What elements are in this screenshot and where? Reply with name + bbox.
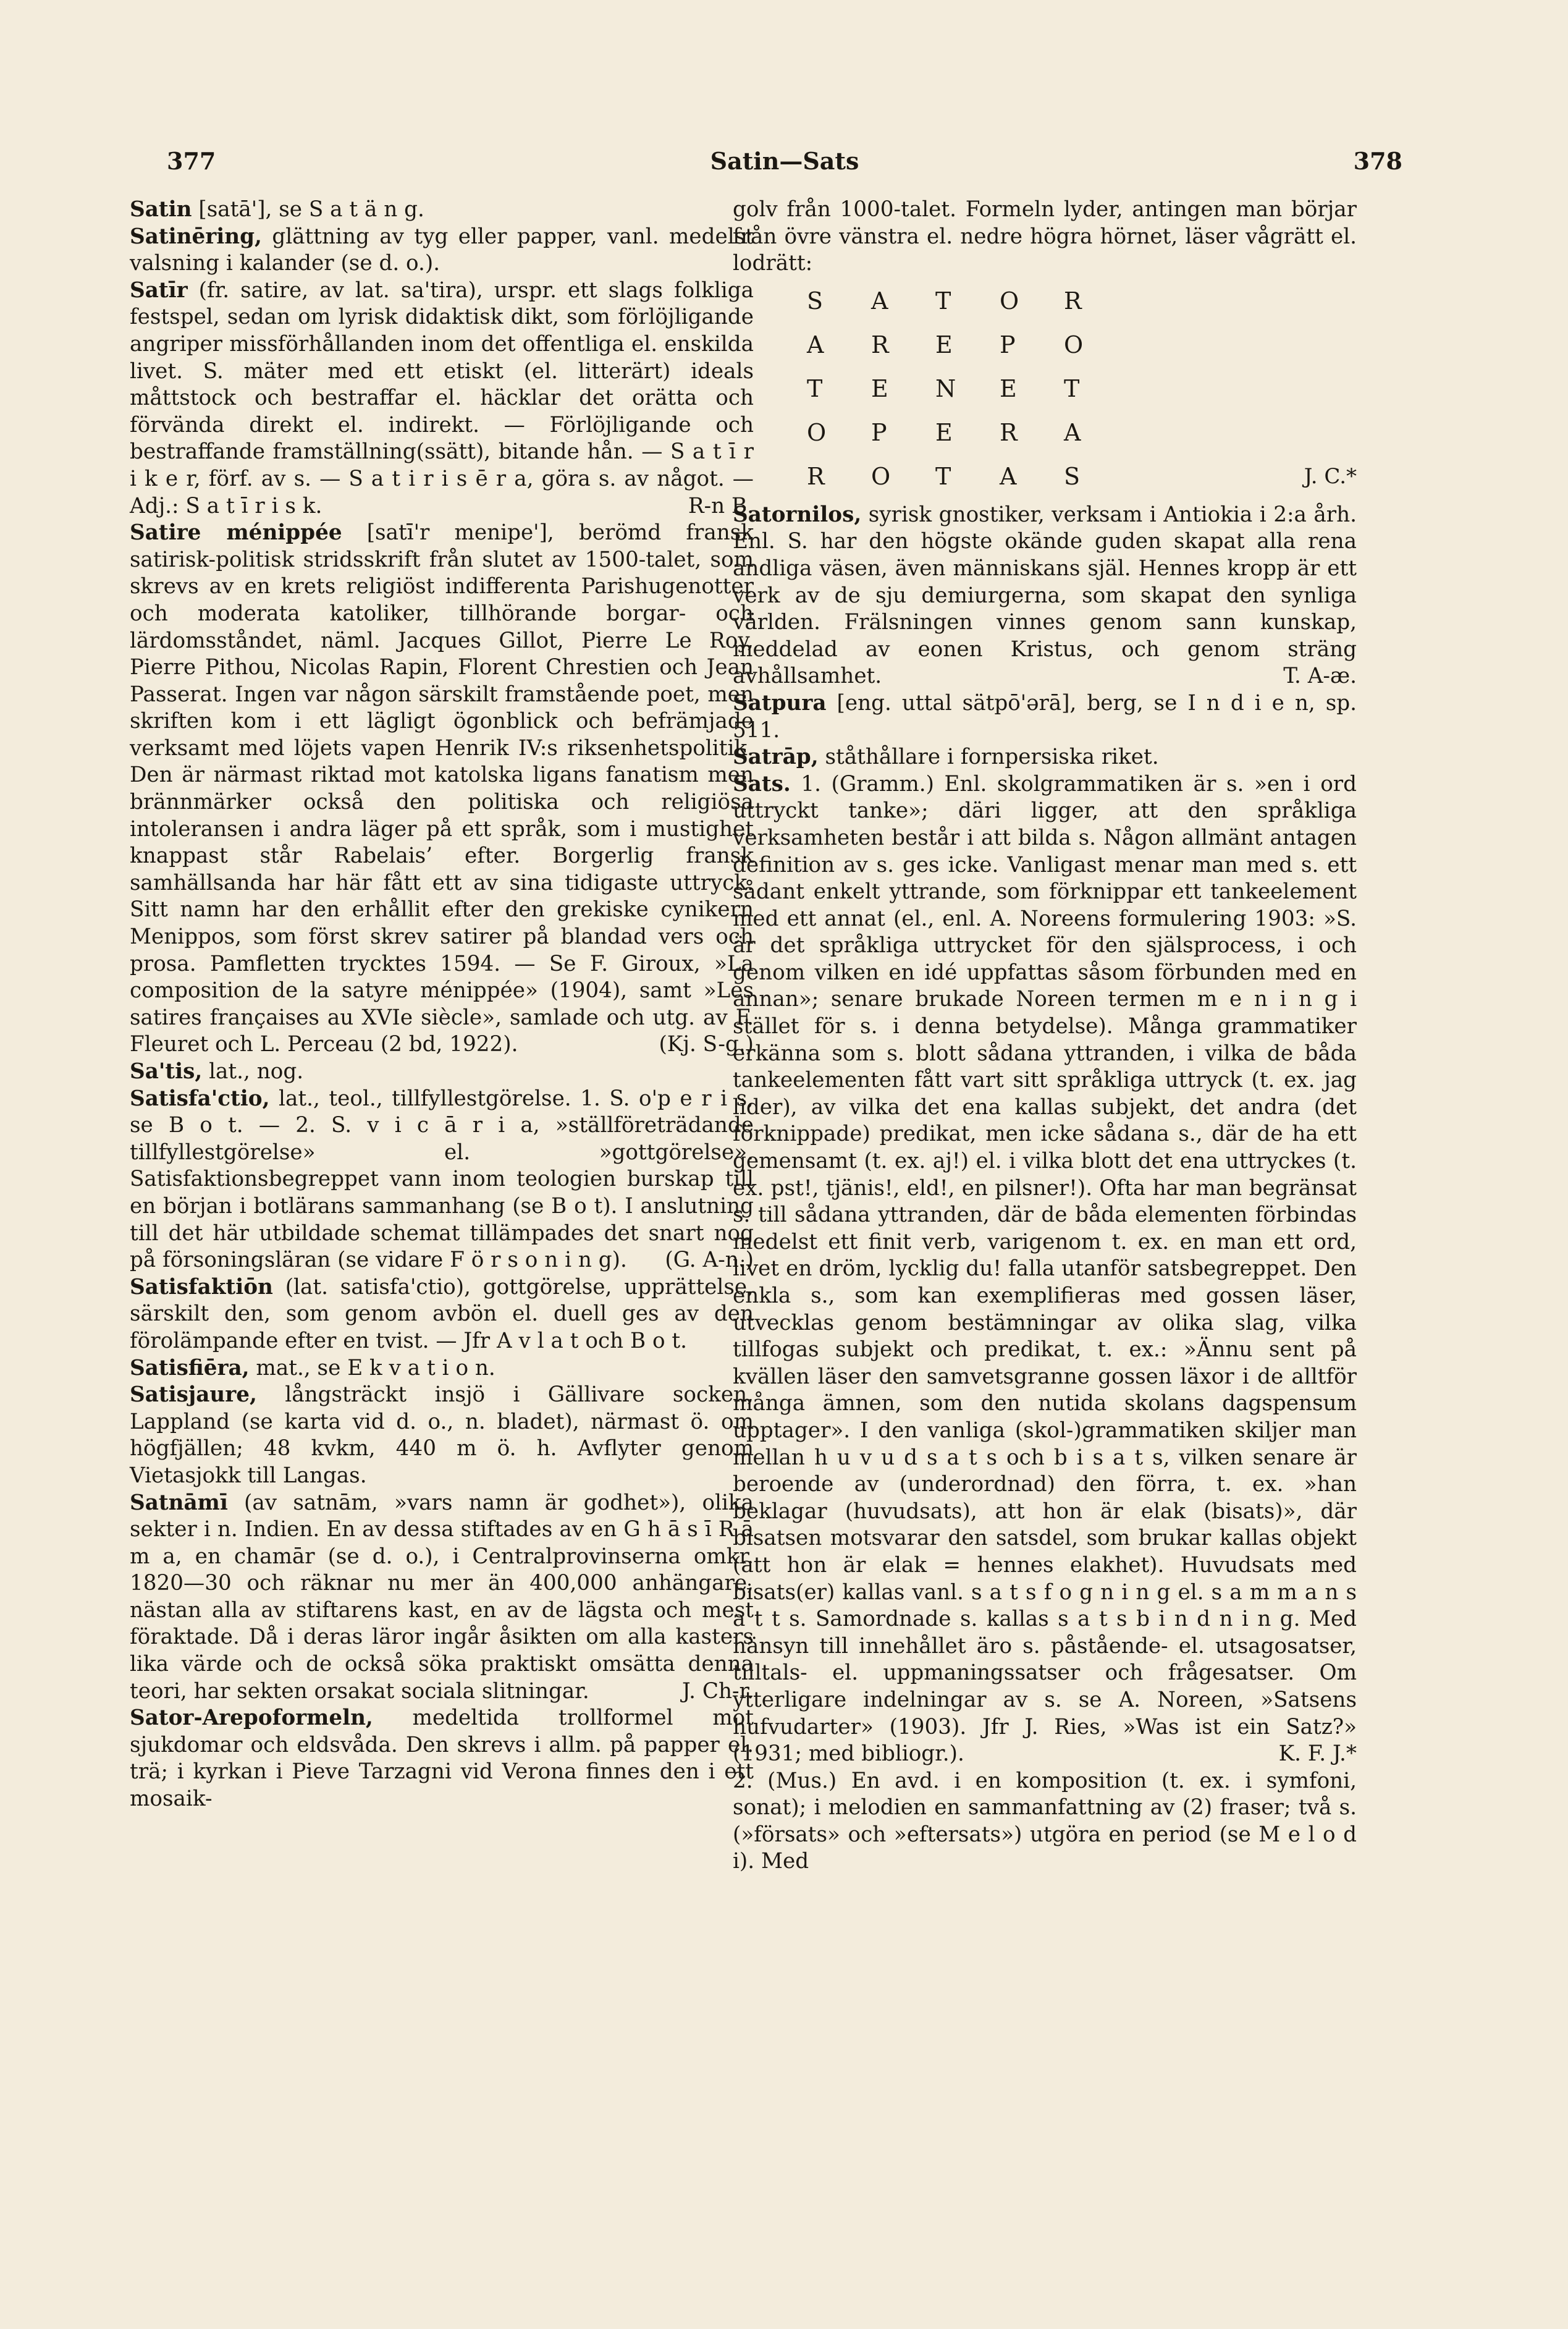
headword: Sa'tis,: [130, 1059, 203, 1084]
entry-satisjaure: [130, 1382, 754, 1489]
right-column: [733, 197, 1357, 1875]
entry-text: 2. (Mus.) En avd. i en komposition (t. ex. i symfoni, sonat); i melodien en sammanfattning av (2) fraser; två s. (»försats» och »eftersats») utgöra en period (se M e l o d i). Med: [733, 1768, 1357, 1874]
entry-satir: [130, 277, 754, 520]
sator-letter: R: [1000, 419, 1018, 447]
sator-letter: R: [1064, 287, 1082, 315]
entry-satornilos: [733, 502, 1357, 690]
page-number-left: 377: [167, 147, 216, 175]
entry-satisfactio: [130, 1086, 754, 1274]
headword: Satin: [130, 197, 192, 222]
sator-row: [807, 455, 1357, 499]
entry-text: syrisk gnostiker, verksam i Antiokia i 2:a årh. Enl. S. har den högste okände guden skapat alla rena andliga väsen, även människans själ. Hennes kropp är ett verk av de sju demiurgerna, som skapat den synliga världen. Frälsningen vinnes genom sann kunskap, meddelad av eonen Kristus, och genom sträng avhållsamhet.: [733, 502, 1357, 689]
entry-satin: [130, 197, 754, 224]
headword: Satinēring,: [130, 224, 262, 249]
sator-letter: O: [871, 463, 891, 491]
headword: Satpura: [733, 690, 827, 716]
sator-letter: A: [1064, 419, 1081, 447]
entry-text: glättning av tyg eller papper, vanl. medelst valsning i kalander (se d. o.).: [130, 224, 754, 276]
entry-text: (av satnām, »vars namn är godhet»), olika sekter i n. Indien. En av dessa stiftades av en G h ā s ī R ā m a, en chamār (se d. o.), i Centralprovinserna omkr. 1820—30 och räknar nu mer än 400,000 anhängare, nästan alla av stiftarens kast, en av de lägsta och mest föraktade. Då i deras läror ingår åsikten om alla kasters lika värde och de också söka praktiskt omsätta denna teori, har sekten orsakat sociala slitningar.: [130, 1490, 754, 1704]
entry-text: lat., teol., tillfyllestgörelse. 1. S. o'p e r i s, se B o t. — 2. S. v i c ā r i a, »ställföreträdande tillfyllestgörelse» el. »gottgörelse». Satisfaktionsbegreppet vann inom teologien burskap till en början i botlärans sammanhang (se B o t). I anslutning till det här utbildade schemat tillämpades det snart nog på försoningsläran (se vidare F ö r s o n i n g).: [130, 1086, 754, 1273]
sator-letter: E: [871, 375, 888, 403]
left-column: [130, 197, 754, 1813]
entry-text: medeltida trollformel mot sjukdomar och eldsvåda. Den skrevs i allm. på papper el. trä; i kyrkan i Pieve Tarzagni vid Verona finnes den i ett mosaik-: [130, 1706, 754, 1812]
sator-letter: O: [1064, 331, 1084, 359]
headword: Satire ménippée: [130, 520, 342, 546]
author-signature: J. C.*: [1304, 464, 1357, 489]
running-title: Satin—Sats: [710, 147, 859, 175]
sator-letter: P: [1000, 331, 1016, 359]
sator-row: [807, 280, 1357, 324]
sator-row: [807, 412, 1357, 455]
author-signature: (G. A-n.): [665, 1248, 754, 1273]
entry-sats-mus: [733, 1768, 1357, 1875]
entry-satrap: [733, 744, 1357, 771]
author-signature: T. A-æ.: [1283, 664, 1357, 689]
sator-row: [807, 368, 1357, 412]
headword: Satisfa'ctio,: [130, 1086, 270, 1111]
entry-text: (lat. satisfa'ctio), gottgörelse, upprättelse, särskilt den, som genom avbön el. duell ges av den förolämpande efter en tvist. — Jfr A v l a t och B o t.: [130, 1274, 754, 1353]
sator-letter: A: [871, 287, 888, 315]
sator-letter: E: [935, 419, 953, 447]
sator-letter: S: [1064, 463, 1081, 491]
sator-letter: T: [935, 463, 951, 491]
entry-sats: [733, 771, 1357, 1768]
entry-satisfaktion: [130, 1274, 754, 1355]
sator-letter: T: [935, 287, 951, 315]
entry-satnami: [130, 1490, 754, 1706]
entry-text: lat., nog.: [202, 1059, 304, 1084]
entry-satpura: [733, 690, 1357, 744]
entry-text: ståthållare i fornpersiska riket.: [818, 745, 1159, 770]
headword: Sator-Arepoformeln,: [130, 1706, 373, 1731]
sator-letter: E: [935, 331, 953, 359]
headword: Satīr: [130, 277, 188, 303]
sator-letter: P: [871, 419, 887, 447]
headword: Satisjaure,: [130, 1382, 257, 1408]
author-signature: K. F. J.*: [1278, 1741, 1357, 1767]
sator-square: [807, 280, 1357, 499]
sator-letter: T: [1064, 375, 1080, 403]
sator-letter: S: [807, 287, 824, 315]
entry-satisfiera: [130, 1355, 754, 1382]
entry-text: mat., se E k v a t i o n.: [249, 1355, 495, 1380]
author-signature: J. Ch-r.: [682, 1678, 754, 1704]
headword: Satisfaktiōn: [130, 1274, 273, 1300]
sator-letter: N: [935, 375, 956, 403]
author-signature: (Kj. S-g.): [659, 1032, 754, 1057]
headword: Satornilos,: [733, 502, 862, 527]
sator-letter: R: [807, 463, 825, 491]
entry-text: [satā'], se S a t ä n g.: [192, 197, 424, 222]
sator-row: [807, 324, 1357, 368]
entry-text: långsträckt insjö i Gällivare socken, Lappland (se karta vid d. o., n. bladet), närmast ö. om högfjällen; 48 kvkm, 440 m ö. h. Avflyter genom Vietasjokk till Langas.: [130, 1382, 754, 1488]
entry-satinering: [130, 224, 754, 277]
sator-letter: O: [807, 419, 827, 447]
entry-sator-arepoformeln: [130, 1705, 754, 1812]
page-number-right: 378: [1353, 147, 1402, 175]
headword: Sats.: [733, 771, 791, 797]
sator-letter: T: [807, 375, 823, 403]
entry-text: (fr. satire, av lat. sa'tira), urspr. ett slags folkliga festspel, sedan om lyrisk didaktisk dikt, som förlöjligande angriper missförhållanden inom det offentliga el. enskilda livet. S. mäter med ett etiskt (el. litterärt) ideals måttstock och bestraffar el. häcklar det orätta och förvända direkt el. indirekt. — Förlöjligande och bestraffande framställning(ssätt), bitande hån. — S a t ī r i k e r, förf. av s. — S a t i r i s ē r a, göra s. av något. — Adj.: S a t ī r i s k.: [130, 277, 754, 518]
headword: Satrāp,: [733, 745, 819, 770]
entry-text: [satī'r menipe'], berömd fransk satirisk-politisk stridsskrift från slutet av 1500-talet, som skrevs av en krets religiöst indifferenta Parishugenotter och moderata katoliker, tillhörande borgar- och lärdomsståndet, näml. Jacques Gillot, Pierre Le Roy, Pierre Pithou, Nicolas Rapin, Florent Chrestien och Jean Passerat. Ingen var någon särskilt framstående poet, men skriften kom i ett lägligt ögonblick och befrämjade verksamt med löjets vapen Henrik IV:s riksenhetspolitik. Den är närmast riktad mot katolska ligans fanatism men brännmärker också den politiska och religiösa intoleransen i andra läger på ett språk, som i mustighet knappast står Rabelais’ efter. Borgerlig fransk samhällsanda har här fått ett av sina tidigaste uttryck. Sitt namn har den erhållit efter den grekiske cynikern Menippos, som först skrev satirer på blandad vers och prosa. Pamfletten trycktes 1594. — Se F. Giroux, »La composition de la satyre ménippée» (1904), samt »Les satires françaises au XVIe siècle», samlade och utg. av F. Fleuret och L. Perceau (2 bd, 1922).: [130, 520, 754, 1057]
headword: Satnāmī: [130, 1490, 228, 1515]
entry-satire-menippee: [130, 520, 754, 1059]
entry-text: [eng. uttal sätpō'ərā], berg, se I n d i e n, sp. 511.: [733, 690, 1357, 743]
entry-text: 1. (Gramm.) Enl. skolgrammatiken är s. »en i ord uttryckt tanke»; däri ligger, att den språkliga verksamheten består i att bilda s. Någon allmänt antagen definition av s. ges icke. Vanligast menar man med s. ett sådant enkelt yttrande, som förknippar ett tankeelement med ett annat (el., enl. A. Noreens formulering 1903: »S. är det språkliga uttrycket för den själsprocess, i och genom vilken en idé uppfattas såsom förbunden med en annan»; senare brukade Noreen termen m e n i n g i stället för s. i denna betydelse). Många grammatiker erkänna som s. blott sådana yttranden, i vilka de båda tankeelementen fått vart sitt språkliga uttryck (t. ex. jag lider), av vilka det ena kallas subjekt, det andra (det förknippade) predikat, men icke sådana s., där de ha ett gemensamt (t. ex. aj!) el. i vilka blott det ena uttryckes (t. ex. pst!, tjänis!, eld!, en pilsner!). Ofta har man begränsat s. till sådana yttranden, där de båda elementen förbindas medelst ett finit verb, varigenom t. ex. en man ett ord, livet en dröm, lycklig du! falla utanför satsbegreppet. Den enkla s., som kan exemplifieras med gossen läser, utvecklas genom bestämningar av olika slag, vilka tillfogas subjekt och predikat, t. ex.: »Ännu sent på kvällen läser den samvetsgranne gossen läxor i de alltför många ämnen, som den nutida skolans dagspensum upptager». I den vanliga (skol-)grammatiken skiljer man mellan h u v u d s a t s och b i s a t s, vilken senare är beroende av (underordnad) den förra, t. ex. »han beklagar (huvudsats), att hon är elak (bisats)», där bisatsen motsvarar den satsdel, som brukar kallas objekt (att hon är elak = hennes elakhet). Huvudsats med bisats(er) kallas vanl. s a t s f o g n i n g el. s a m m a n s a t t s. Samordnade s. kallas s a t s b i n d n i n g. Med hänsyn till innehållet äro s. påstående- el. utsagosatser, tilltals- el. uppmaningssatser och frågesatser. Om ytterligare indelningar av s. se A. Noreen, »Satsens hufvudarter» (1903). Jfr J. Ries, »Was ist ein Satz?» (1931; med bibliogr.).: [733, 771, 1357, 1767]
sator-letter: A: [1000, 463, 1017, 491]
sator-letter: A: [807, 331, 824, 359]
author-signature: R-n B.: [688, 493, 754, 518]
entry-satis: [130, 1059, 754, 1086]
running-head: [167, 147, 1402, 190]
sator-intro: golv från 1000-talet. Formeln lyder, antingen man börjar från övre vänstra el. nedre högra hörnet, läser vågrätt el. lodrätt:: [733, 197, 1357, 276]
sator-letter: O: [1000, 287, 1019, 315]
headword: Satisfiēra,: [130, 1355, 250, 1380]
sator-letter: R: [871, 331, 889, 359]
sator-letter: E: [1000, 375, 1017, 403]
